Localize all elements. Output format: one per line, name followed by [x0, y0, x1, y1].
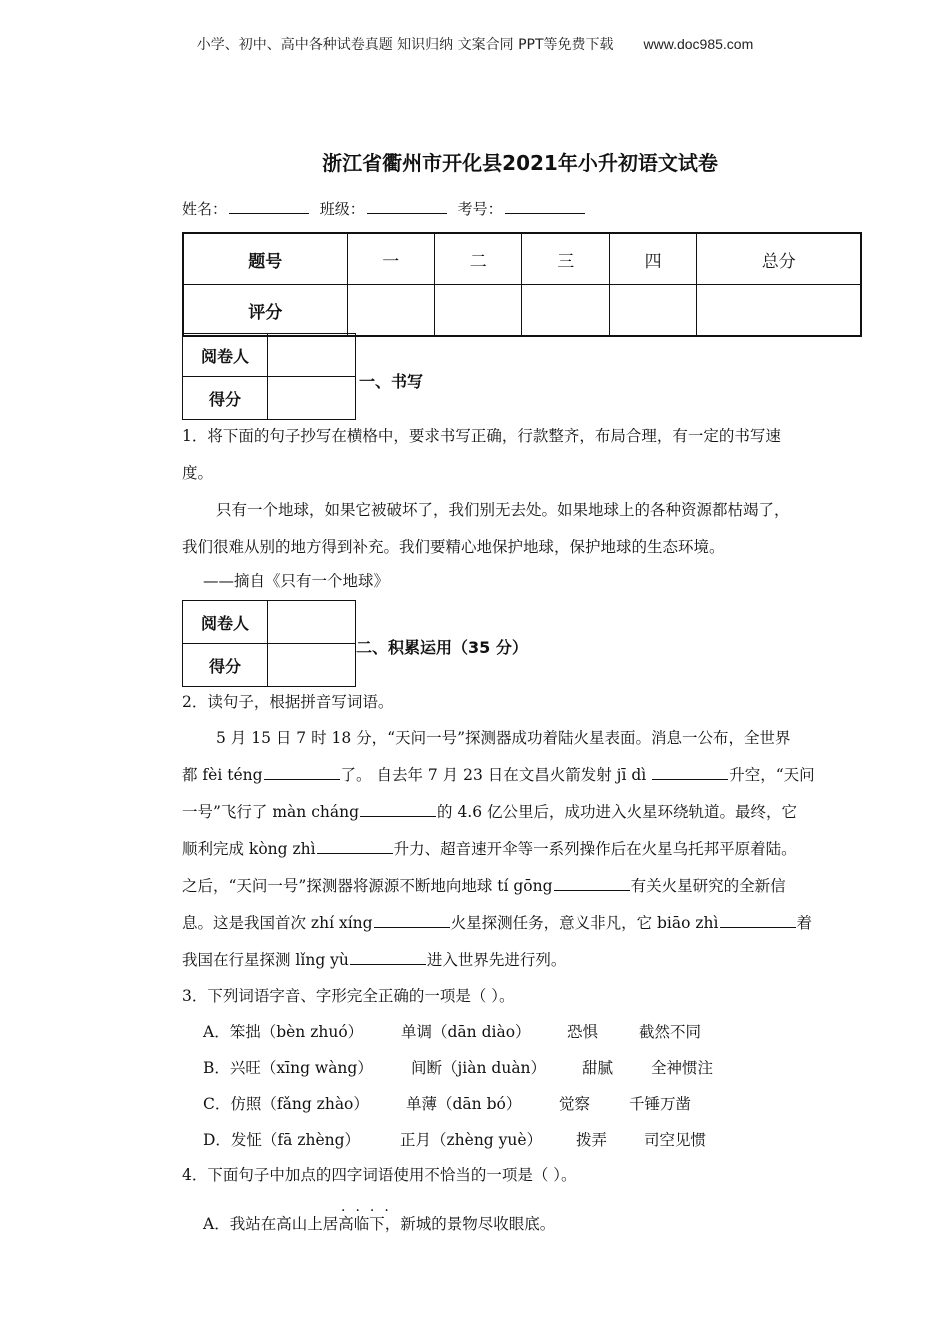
answer-blank[interactable] [264, 765, 340, 780]
q2-line [182, 948, 566, 970]
score-head-cell: 三 [522, 233, 609, 285]
q3-stem: 3．下列词语字音、字形完全正确的一项是（ ）。 [182, 987, 515, 1005]
q2-text: 了。 自去年 7 月 23 日在文昌火箭发射 jī dì [340, 766, 652, 784]
grader-table-2 [182, 600, 356, 687]
q3-option-b[interactable] [203, 1056, 713, 1078]
q3-option-a[interactable] [203, 1020, 701, 1042]
class-blank[interactable] [367, 198, 447, 214]
q3-option-d[interactable] [203, 1128, 706, 1150]
q2-text: 升空，“天问 [729, 766, 815, 784]
option-word: 截然不同 [639, 1023, 702, 1041]
name-blank[interactable] [229, 198, 309, 214]
score-label: 得分 [183, 644, 268, 687]
section-1-title: 一、书写 [359, 372, 424, 391]
score-cell[interactable] [268, 377, 356, 420]
answer-blank[interactable] [720, 913, 796, 928]
score-cell[interactable] [435, 285, 522, 337]
class-label: 班级： [319, 200, 365, 218]
name-label: 姓名： [182, 200, 228, 218]
score-head-cell: 二 [435, 233, 522, 285]
q2-text: 息。这是我国首次 zhí xíng [182, 914, 373, 932]
score-cell[interactable] [347, 285, 434, 337]
q1-passage: 我们很难从别的地方得到补充。我们要精心地保护地球，保护地球的生态环境。 [182, 538, 725, 556]
q1-line: 1．将下面的句子抄写在横格中，要求书写正确，行款整齐，布局合理，有一定的书写速 [182, 427, 781, 445]
answer-blank[interactable] [554, 876, 630, 891]
score-label: 得分 [183, 377, 268, 420]
q2-text: 都 fèi téng [182, 766, 263, 784]
q2-text: 升力、超音速开伞等一系列操作后在火星乌托邦平原着陆。 [393, 840, 797, 858]
option-word: 单调（dān diào） [401, 1023, 531, 1041]
option-word: 全神惯注 [651, 1059, 714, 1077]
option-word: 司空见惯 [644, 1131, 707, 1149]
score-head-cell: 总分 [697, 233, 861, 285]
q2-text: 着 [796, 914, 813, 932]
answer-blank[interactable] [374, 913, 450, 928]
q2-line [182, 837, 797, 859]
option-word: 单薄（dān bó） [406, 1095, 522, 1113]
q2-line [182, 800, 797, 822]
q2-stem: 2．读句子，根据拼音写词语。 [182, 693, 394, 711]
grader-label: 阅卷人 [183, 601, 268, 644]
q2-text: 有关火星研究的全新信 [630, 877, 786, 895]
q2-text: 的 4.6 亿公里后，成功进入火星环绕轨道。最终，它 [437, 803, 798, 821]
q2-text: 一号”飞行了 màn cháng [182, 803, 360, 821]
score-table [182, 232, 862, 337]
score-head-cell: 一 [347, 233, 434, 285]
student-info [182, 198, 591, 219]
q2-line [182, 911, 812, 933]
q4-option-a[interactable]: A．我站在高山上居高临下，新城的景物尽收眼底。 [203, 1215, 556, 1233]
q2-text: 进入世界先进行列。 [426, 951, 567, 969]
score-header-row [183, 233, 861, 285]
option-word: 恐惧 [567, 1023, 599, 1041]
q2-line: 5 月 15 日 7 时 18 分，“天问一号”探测器成功着陆火星表面。消息一公布，全世界 [216, 729, 791, 747]
option-word: 千锤万凿 [629, 1095, 692, 1113]
header-text: 小学、初中、高中各种试卷真题 知识归纳 文案合同 PPT等免费下载 [196, 37, 614, 53]
score-head-cell: 题号 [183, 233, 347, 285]
option-word: C．仿照（fǎng zhào） [203, 1095, 369, 1113]
page-header [0, 34, 950, 54]
score-value-row [183, 285, 861, 337]
num-label: 考号： [457, 200, 503, 218]
score-cell[interactable] [609, 285, 696, 337]
q2-line [182, 874, 786, 896]
score-cell[interactable] [268, 644, 356, 687]
option-word: 觉察 [559, 1095, 591, 1113]
grader-table-1 [182, 333, 356, 420]
answer-blank[interactable] [350, 950, 426, 965]
grader-cell[interactable] [268, 601, 356, 644]
option-word: B．兴旺（xīng wàng） [203, 1059, 373, 1077]
q2-text: 顺利完成 kòng zhì [182, 840, 316, 858]
option-word: 正月（zhèng yuè） [400, 1131, 543, 1149]
q1-line: 度。 [182, 464, 214, 482]
answer-blank[interactable] [652, 765, 728, 780]
header-site[interactable]: www.doc985.com [643, 36, 754, 52]
option-word: 间断（jiàn duàn） [411, 1059, 547, 1077]
q2-text: 之后，“天问一号”探测器将源源不断地向地球 tí gōng [182, 877, 553, 895]
q2-text: 火星探测任务，意义非凡，它 biāo zhì [450, 914, 719, 932]
q2-line [182, 763, 815, 785]
score-cell[interactable] [522, 285, 609, 337]
q2-text: 我国在行星探测 lǐng yù [182, 951, 349, 969]
q3-option-c[interactable] [203, 1092, 691, 1114]
q4-stem: 4．下面句子中加点的四字词语使用不恰当的一项是（ ）。 [182, 1166, 577, 1184]
page-title: 浙江省衢州市开化县2021年小升初语文试卷 [322, 151, 718, 175]
section-2-title: 二、积累运用（35 分） [356, 638, 528, 657]
option-word: D．发怔（fā zhèng） [203, 1131, 361, 1149]
grader-label: 阅卷人 [183, 334, 268, 377]
emphasis-dots: ···· [341, 1203, 399, 1219]
q1-source: ——摘自《只有一个地球》 [203, 572, 390, 590]
grader-cell[interactable] [268, 334, 356, 377]
num-blank[interactable] [505, 198, 585, 214]
option-word: 甜腻 [582, 1059, 614, 1077]
option-word: A．笨拙（bèn zhuó） [203, 1023, 364, 1041]
q1-passage: 只有一个地球，如果它被破坏了，我们别无去处。如果地球上的各种资源都枯竭了， [216, 501, 790, 519]
score-cell[interactable] [697, 285, 861, 337]
answer-blank[interactable] [317, 839, 393, 854]
option-word: 拨弄 [576, 1131, 608, 1149]
answer-blank[interactable] [360, 802, 436, 817]
score-label-cell: 评分 [183, 285, 347, 337]
score-head-cell: 四 [609, 233, 696, 285]
